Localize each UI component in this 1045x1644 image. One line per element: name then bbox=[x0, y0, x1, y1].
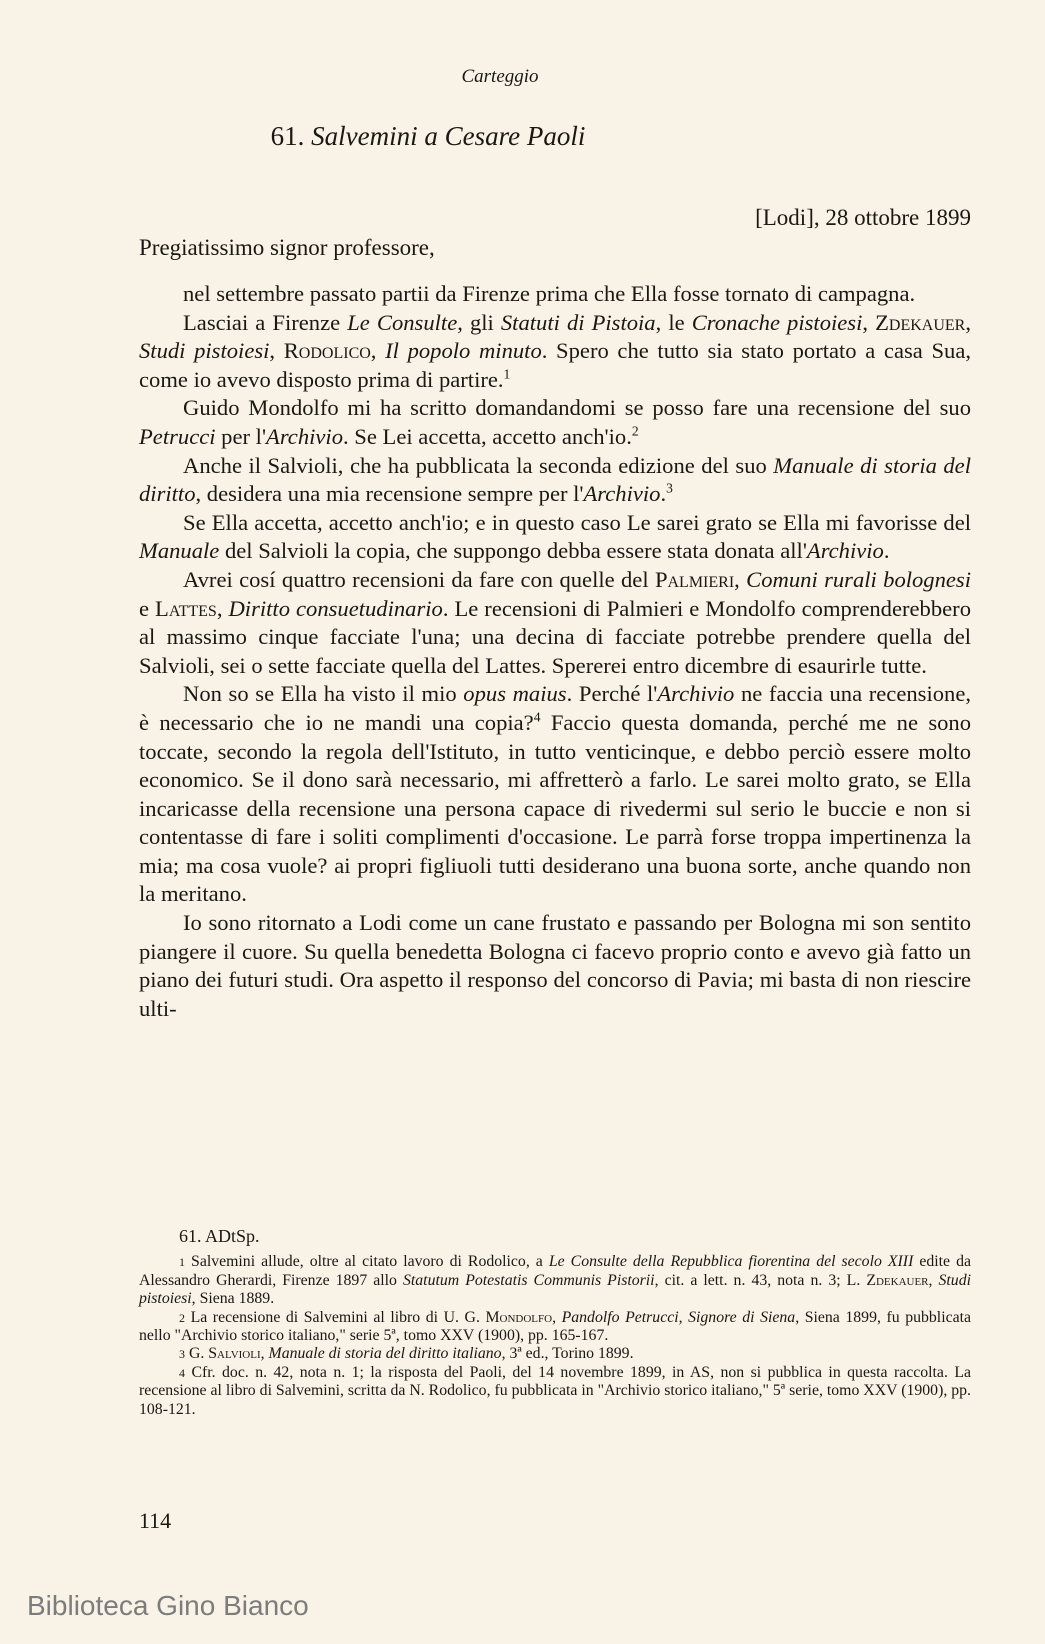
source-note: 61. ADtSp. bbox=[179, 1226, 260, 1246]
work-title: Archivio bbox=[266, 423, 343, 449]
work-title: Manuale di storia del diritto bbox=[139, 452, 971, 507]
work-title: Archivio bbox=[806, 538, 884, 564]
running-head: Carteggio bbox=[461, 66, 539, 87]
footnotes bbox=[139, 1227, 971, 1419]
work-title: Petrucci bbox=[139, 423, 216, 449]
letter-title-text: Salvemini a Cesare Paoli bbox=[311, 121, 586, 151]
author-name: Rodolico bbox=[283, 338, 371, 364]
paragraph-1: nel settembre passato partii da Firenze prima che Ella fosse tornato di campagna. bbox=[183, 281, 916, 306]
author-name: Palmieri bbox=[654, 566, 735, 592]
letter-body bbox=[139, 280, 971, 1023]
work-title: Il popolo minuto bbox=[385, 338, 542, 364]
work-title: Comuni rurali bolognesi bbox=[746, 566, 972, 592]
letter-title bbox=[0, 121, 856, 152]
letter-number: 61. bbox=[270, 121, 305, 151]
author-name: Lattes bbox=[155, 595, 217, 621]
footnote-ref: 4 bbox=[533, 709, 541, 725]
paragraph-6: Avrei cosí quattro recensioni da fare con quelle del Palmieri, Comuni rurali bolognesi e Lattes, Diritto consuetudinario. Le recensioni di Palmieri e Mondolfo comprenderebbero al massimo cinque facciate l'una; una decina di facciate potrebbe prendere quella del Salvioli, sei o sette facciate quella del Lattes. Spererei entro dicembre di esaurirle tutte. bbox=[139, 566, 972, 678]
footnote-ref: 2 bbox=[631, 423, 639, 439]
footnote-ref: 3 bbox=[666, 480, 673, 496]
watermark: Biblioteca Gino Bianco bbox=[27, 1590, 309, 1621]
letter-date: [Lodi], 28 ottobre 1899 bbox=[755, 205, 971, 230]
salutation: Pregiatissimo signor professore, bbox=[139, 235, 435, 260]
author-name: Zdekauer bbox=[875, 309, 966, 335]
footnote-3: 3 G. Salvioli, Manuale di storia del diritto italiano, 3ª ed., Torino 1899. bbox=[179, 1345, 634, 1363]
work-title: Manuale bbox=[139, 538, 220, 564]
work-title: Diritto consuetudinario bbox=[228, 595, 443, 621]
paragraph-2: Lasciai a Firenze Le Consulte, gli Statuti di Pistoia, le Cronache pistoiesi, Zdekauer, Studi pistoiesi, Rodolico, Il popolo minuto. Spero che tutto sia stato portato a casa Sua, come io avevo disposto prima di partire.$^1$ bbox=[139, 309, 972, 392]
work-title: Studi pistoiesi bbox=[139, 338, 270, 364]
paragraph-5: Se Ella accetta, accetto anch'io; e in questo caso Le sarei grato se Ella mi favorisse del Manuale del Salvioli la copia, che suppongo debba essere stata donata all'Archivio. bbox=[139, 509, 971, 564]
footnote-1: 1 Salvemini allude, oltre al citato lavoro di Rodolico, a Le Consulte della Repubblica fiorentina del secolo XIII edite da Alessandro Gherardi, Firenze 1897 allo Statutum Potestatis Communis Pistorii, cit. a lett. n. 43, nota n. 3; L. Zdekauer, Studi pistoiesi, Siena 1889. bbox=[139, 1253, 972, 1308]
footnote-ref: 1 bbox=[503, 366, 511, 382]
paragraph-3: Guido Mondolfo mi ha scritto domandandomi se posso fare una recensione del suo Petrucci per l'Archivio. Se Lei accetta, accetto anch'io.$^2$ bbox=[139, 395, 971, 449]
paragraph-4: Anche il Salvioli, che ha pubblicata la seconda edizione del suo Manuale di storia del diritto, desidera una mia recensione sempre per l'Archivio.$^3$ bbox=[139, 452, 971, 507]
work-title: Archivio bbox=[657, 681, 735, 707]
work-title: Statuti di Pistoia bbox=[500, 309, 656, 335]
page-number: 114 bbox=[139, 1508, 172, 1533]
paragraph-7: Non so se Ella ha visto il mio opus maius. Perché l'Archivio ne faccia una recensione, è necessario che io ne mandi una copia?$^4$ Faccio questa domanda, perché me ne sono toccate, secondo la regola dell'Istituto, in tutto venticinque, e debbo perciò essere molto economico. Se il dono sarà necessario, mi affretterò a farlo. Le sarei molto grato, se Ella incaricasse della recensione una persona capace di rivedermi sul serio le buccie e non si contentasse di fare i soliti complimenti d'occasione. Le parrà forse troppa impertinenza la mia; ma cosa vuole? ai propri figliuoli tutti desiderano una buona sorte, anche quando non la meritano. bbox=[139, 681, 972, 907]
work-title: Cronache pistoiesi bbox=[691, 309, 863, 335]
footnote-2: 2 La recensione di Salvemini al libro di U. G. Mondolfo, Pandolfo Petrucci, Signore di Siena, Siena 1899, fu pubblicata nello "Archivio storico italiano," serie 5ª, tomo XXV (1900), pp. 165-167. bbox=[139, 1308, 972, 1345]
footnote-4: 4 Cfr. doc. n. 42, nota n. 1; la risposta del Paoli, del 14 novembre 1899, in AS, non si pubblica in questa raccolta. La recensione al libro di Salvemini, scritta da N. Rodolico, fu pubblicata in "Archivio storico italiano," 5ª serie, tomo XXV (1900), pp. 108-121. bbox=[139, 1363, 971, 1418]
paragraph-8: Io sono ritornato a Lodi come un cane frustato e passando per Bologna mi son sentito piangere il cuore. Su quella benedetta Bologna ci facevo proprio conto e avevo già fatto un piano dei futuri studi. Ora aspetto il responso del concorso di Pavia; mi basta di non riescire ulti- bbox=[139, 910, 971, 1021]
work-title: Le Consulte bbox=[347, 309, 458, 335]
work-title: opus maius bbox=[463, 681, 567, 707]
work-title: Archivio bbox=[583, 481, 661, 507]
